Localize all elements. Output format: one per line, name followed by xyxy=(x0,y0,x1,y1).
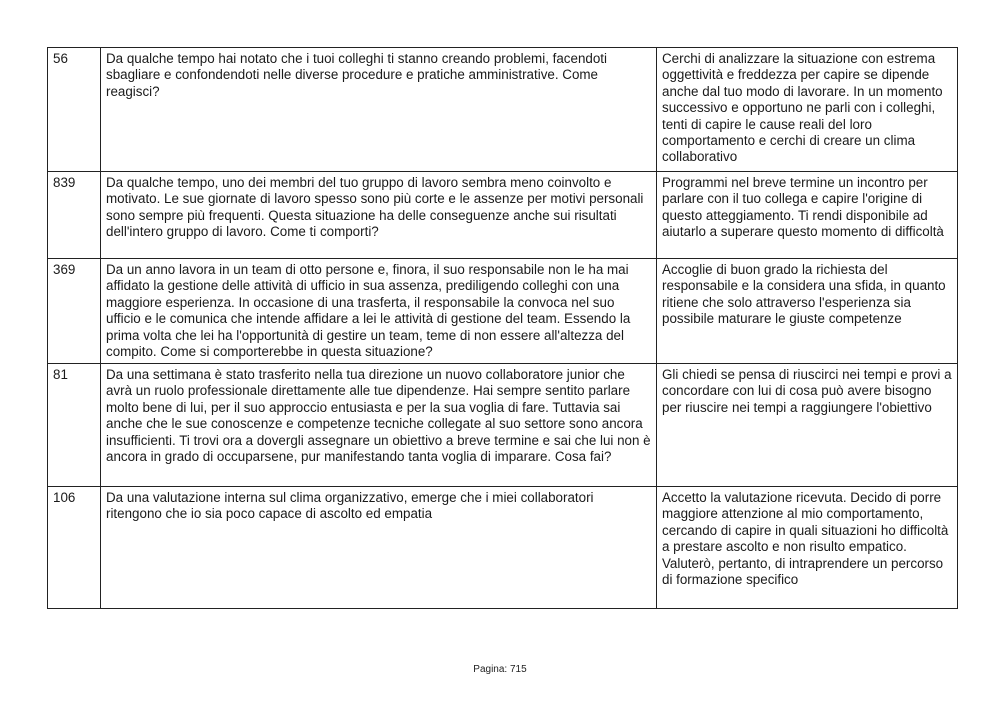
question-id: 839 xyxy=(48,172,101,259)
answer-text: Programmi nel breve termine un incontro per parlare con il tuo collega e capire l'origine di questo atteggiamento. Ti rendi disponibile ad aiutarlo a superare questo momento di difficoltà xyxy=(657,172,958,259)
question-text: Da una settimana è stato trasferito nella tua direzione un nuovo collaboratore junior che avrà un ruolo professionale direttamente alle tue dipendenze. Hai sempre sentito parlare molto bene di lui, per il suo approccio entusiasta e per la sua voglia di fare. Tuttavia sai anche che le sue conoscenze e competenze tecniche collegate al suo settore sono ancora insufficienti. Ti trovi ora a dovergli assegnare un obiettivo a breve termine e sai che lui non è ancora in grado di occuparsene, pur manifestando tanta voglia di imparare. Cosa fai? xyxy=(101,364,657,487)
table-row xyxy=(48,172,958,259)
question-id: 56 xyxy=(48,48,101,172)
answer-text: Cerchi di analizzare la situazione con estrema oggettività e freddezza per capire se dipende anche dal tuo modo di lavorare. In un momento successivo e opportuno ne parli con i colleghi, tenti di capire le cause reali del loro comportamento e cerchi di creare un clima collaborativo xyxy=(657,48,958,172)
question-text: Da qualche tempo hai notato che i tuoi colleghi ti stanno creando problemi, facendoti sbagliare e confondendoti nelle diverse procedure e pratiche amministrative. Come reagisci? xyxy=(101,48,657,172)
answer-text: Accetto la valutazione ricevuta. Decido di porre maggiore attenzione al mio comportamento, cercando di capire in quali situazioni ho difficoltà a prestare ascolto e non risulto empatico. Valuterò, pertanto, di intraprendere un percorso di formazione specifico xyxy=(657,487,958,609)
question-table xyxy=(47,47,958,609)
question-text: Da una valutazione interna sul clima organizzativo, emerge che i miei collaboratori ritengono che io sia poco capace di ascolto ed empatia xyxy=(101,487,657,609)
table-row xyxy=(48,364,958,487)
question-id: 81 xyxy=(48,364,101,487)
table-row xyxy=(48,48,958,172)
answer-text: Gli chiedi se pensa di riuscirci nei tempi e provi a concordare con lui di cosa può avere bisogno per riuscire nei tempi a raggiungere l'obiettivo xyxy=(657,364,958,487)
page-number: Pagina: 715 xyxy=(473,664,527,675)
question-id: 106 xyxy=(48,487,101,609)
question-id: 369 xyxy=(48,259,101,364)
question-text: Da un anno lavora in un team di otto persone e, finora, il suo responsabile non le ha mai affidato la gestione delle attività di ufficio in sua assenza, prediligendo colleghi con una maggiore esperienza. In occasione di una trasferta, il responsabile la convoca nel suo ufficio e le comunica che intende affidare a lei le attività di gestione del team. Essendo la prima volta che lei ha l'opportunità di gestire un team, teme di non essere all'altezza del compito. Come si comporterebbe in questa situazione? xyxy=(101,259,657,364)
table-row xyxy=(48,259,958,364)
answer-text: Accoglie di buon grado la richiesta del responsabile e la considera una sfida, in quanto ritiene che solo attraverso l'esperienza sia possibile maturare le giuste competenze xyxy=(657,259,958,364)
question-text: Da qualche tempo, uno dei membri del tuo gruppo di lavoro sembra meno coinvolto e motivato. Le sue giornate di lavoro spesso sono più corte e le assenze per motivi personali sono sempre più frequenti. Questa situazione ha delle conseguenze anche sui risultati dell'intero gruppo di lavoro. Come ti comporti? xyxy=(101,172,657,259)
table-row xyxy=(48,487,958,609)
